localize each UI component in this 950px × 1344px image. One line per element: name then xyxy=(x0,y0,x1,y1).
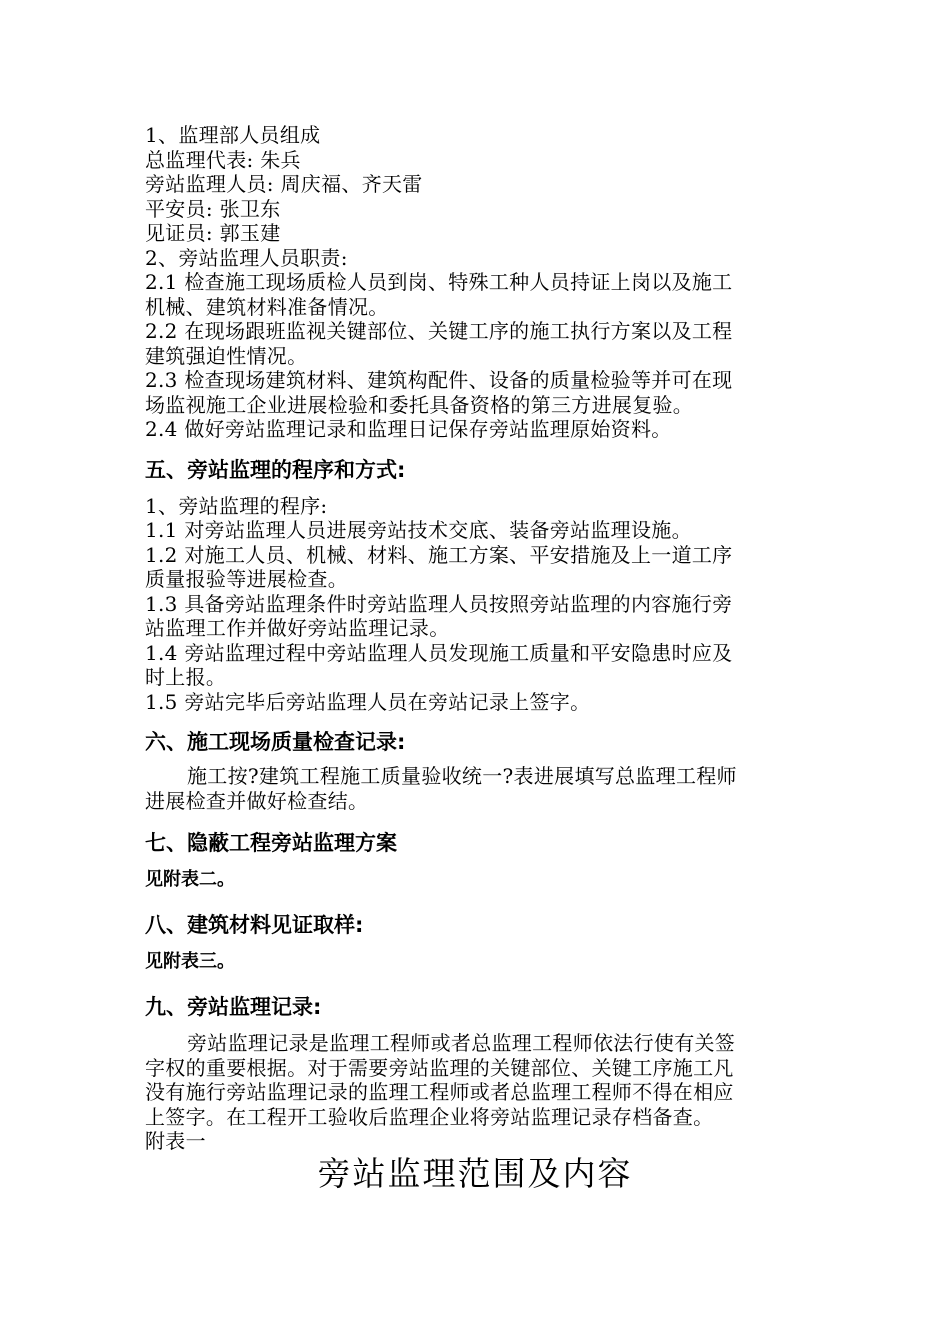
section-9-heading: 九、旁站监理记录: xyxy=(145,995,322,1019)
procedure-1-4-line-2: 时上报。 xyxy=(145,665,227,689)
duty-2-3-line-2: 场监视施工企业进展检验和委托具备资格的第三方进展复验。 xyxy=(145,392,694,417)
section-8-heading: 八、建筑材料见证取样: xyxy=(145,913,364,937)
procedure-1-2-line-1: 1.2 对施工人员、机械、材料、施工方案、平安措施及上一道工序 xyxy=(145,542,733,567)
duty-2-1-line-2: 机械、建筑材料准备情况。 xyxy=(145,294,389,319)
section-6-heading: 六、施工现场质量检查记录: xyxy=(145,730,406,754)
section-6-text-line-2: 进展检查并做好检查结。 xyxy=(145,788,369,813)
section-7-heading: 七、隐蔽工程旁站监理方案 xyxy=(145,831,397,855)
safety-officer: 平安员: 张卫东 xyxy=(145,196,281,221)
chief-supervisor: 总监理代表: 朱兵 xyxy=(145,147,301,172)
attached-table-label: 附表一 xyxy=(145,1129,206,1153)
procedure-1-3-line-1: 1.3 具备旁站监理条件时旁站监理人员按照旁站监理的内容施行旁 xyxy=(145,591,733,616)
section-5-heading: 五、旁站监理的程序和方式: xyxy=(145,457,406,482)
procedure-1-1: 1.1 对旁站监理人员进展旁站技术交底、装备旁站监理设施。 xyxy=(145,518,692,542)
section-6-text-line-1: 施工按?建筑工程施工质量验收统一?表进展填写总监理工程师 xyxy=(187,764,737,788)
witness-officer: 见证员: 郭玉建 xyxy=(145,221,281,245)
table-title: 旁站监理范围及内容 xyxy=(317,1154,633,1193)
duty-2-2-line-2: 建筑强迫性情况。 xyxy=(145,343,308,368)
duties-title: 2、旁站监理人员职责: xyxy=(145,245,348,270)
section-9-text-line-1: 旁站监理记录是监理工程师或者总监理工程师依法行使有关签 xyxy=(187,1031,736,1055)
duty-2-4-line-1: 2.4 做好旁站监理记录和监理日记保存旁站监理原始资料。 xyxy=(145,417,672,441)
section-9-text-line-3: 没有施行旁站监理记录的监理工程师或者总监理工程师不得在相应 xyxy=(145,1080,734,1104)
duty-2-1-line-1: 2.1 检查施工现场质检人员到岗、特殊工种人员持证上岗以及施工 xyxy=(145,270,733,294)
section-7-note: 见附表二。 xyxy=(145,869,235,890)
section-9-text-line-4: 上签字。在工程开工验收后监理企业将旁站监理记录存档备查。 xyxy=(145,1104,714,1129)
staff-title: 1、监理部人员组成 xyxy=(145,123,321,147)
procedure-1-3-line-2: 站监理工作并做好旁站监理记录。 xyxy=(145,616,450,640)
procedure-1-5: 1.5 旁站完毕后旁站监理人员在旁站记录上签字。 xyxy=(145,689,591,714)
procedure-1-4-line-1: 1.4 旁站监理过程中旁站监理人员发现施工质量和平安隐患时应及 xyxy=(145,640,733,665)
document-body xyxy=(145,123,805,1154)
duty-2-3-line-1: 2.3 检查现场建筑材料、建筑构配件、设备的质量检验等并可在现 xyxy=(145,368,733,392)
section-9-text-line-2: 字权的重要根据。对于需要旁站监理的关键部位、关键工序施工凡 xyxy=(145,1055,734,1080)
procedure-title: 1、旁站监理的程序: xyxy=(145,493,328,518)
side-station-staff: 旁站监理人员: 周庆福、齐天雷 xyxy=(145,172,423,196)
procedure-1-2-line-2: 质量报验等进展检查。 xyxy=(145,567,348,591)
section-8-note: 见附表三。 xyxy=(145,951,235,972)
duty-2-2-line-1: 2.2 在现场跟班监视关键部位、关键工序的施工执行方案以及工程 xyxy=(145,319,733,343)
